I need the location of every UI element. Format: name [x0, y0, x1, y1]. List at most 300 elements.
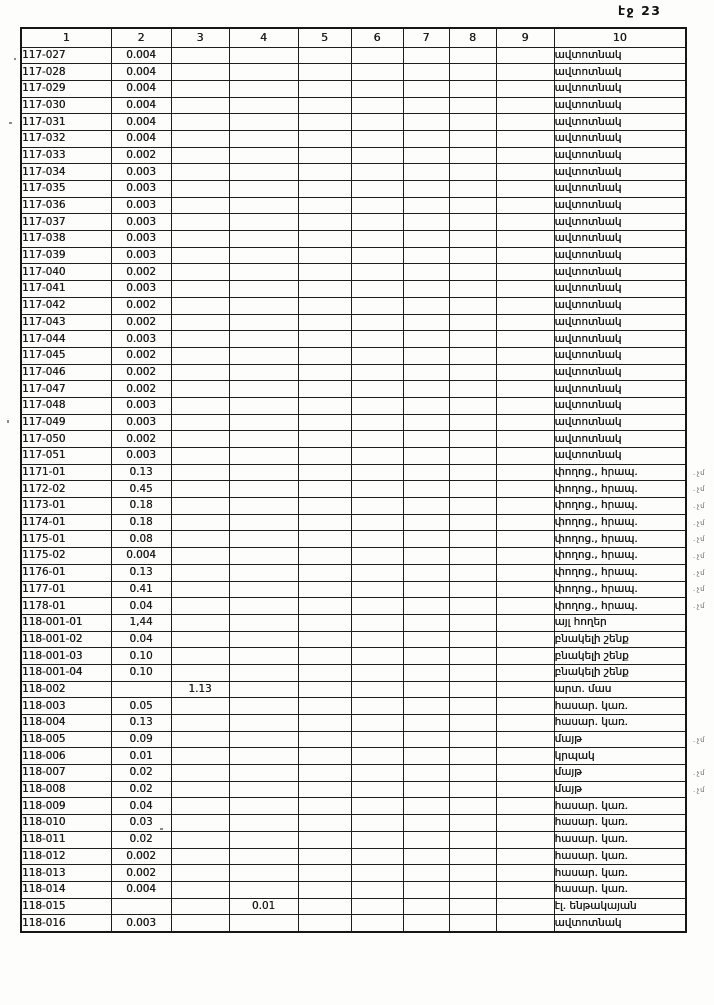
- cell-col1: 117-045: [21, 347, 111, 364]
- cell-col2: 0.08: [111, 531, 171, 548]
- table-row: [21, 915, 686, 932]
- cell-col9: [496, 281, 554, 298]
- cell-col1: 117-044: [21, 331, 111, 348]
- cell-col9: [496, 681, 554, 698]
- cell-col10: ավտոտնակ: [554, 264, 686, 281]
- cell-col2: 0.003: [111, 448, 171, 465]
- cell-col4: [229, 164, 298, 181]
- cell-col10: փողոց., հրապ.: [554, 564, 686, 581]
- cell-col7: [403, 197, 449, 214]
- cell-col9: [496, 831, 554, 848]
- cell-col5: [298, 648, 351, 665]
- cell-col7: [403, 765, 449, 782]
- cell-col1: 118-014: [21, 881, 111, 898]
- cell-col7: [403, 281, 449, 298]
- cell-col8: [449, 698, 496, 715]
- cell-col1: 118-008: [21, 781, 111, 798]
- cell-col4: [229, 231, 298, 248]
- cell-col1: 1177-01: [21, 581, 111, 598]
- cell-col6: [351, 898, 403, 915]
- cell-col6: [351, 297, 403, 314]
- cell-col3: [171, 548, 229, 565]
- cell-col5: [298, 97, 351, 114]
- cell-col3: [171, 731, 229, 748]
- cell-col6: [351, 798, 403, 815]
- cell-col10: ավտոտնակ: [554, 381, 686, 398]
- cell-col4: [229, 414, 298, 431]
- cell-col10: փողոց., հրապ.: [554, 598, 686, 615]
- cell-col7: [403, 731, 449, 748]
- cell-col3: [171, 147, 229, 164]
- cell-col4: [229, 247, 298, 264]
- cell-col6: [351, 347, 403, 364]
- cell-col7: [403, 698, 449, 715]
- margin-note: . չմ: [693, 469, 705, 477]
- cell-col1: 117-029: [21, 80, 111, 97]
- cell-col2: 0.004: [111, 114, 171, 131]
- table-row: [21, 197, 686, 214]
- cell-col9: [496, 648, 554, 665]
- cell-col9: [496, 314, 554, 331]
- cell-col9: [496, 431, 554, 448]
- cell-col8: [449, 614, 496, 631]
- table-row: [21, 481, 686, 498]
- cell-col5: [298, 614, 351, 631]
- cell-col1: 117-038: [21, 231, 111, 248]
- table-row: [21, 464, 686, 481]
- cell-col1: 1172-02: [21, 481, 111, 498]
- cell-col1: 117-048: [21, 397, 111, 414]
- scan-speck: [7, 420, 9, 423]
- cell-col3: [171, 598, 229, 615]
- cell-col9: [496, 715, 554, 732]
- cell-col9: [496, 114, 554, 131]
- cell-col8: [449, 114, 496, 131]
- cell-col8: [449, 815, 496, 832]
- cell-col3: [171, 264, 229, 281]
- cell-col5: [298, 448, 351, 465]
- cell-col8: [449, 130, 496, 147]
- cell-col4: [229, 581, 298, 598]
- cell-col5: [298, 314, 351, 331]
- cell-col7: [403, 664, 449, 681]
- cell-col9: [496, 448, 554, 465]
- cell-col4: [229, 781, 298, 798]
- cell-col8: [449, 464, 496, 481]
- cell-col3: [171, 664, 229, 681]
- cell-col3: [171, 881, 229, 898]
- cell-col10: ավտոտնակ: [554, 314, 686, 331]
- cell-col5: [298, 564, 351, 581]
- table-row: [21, 297, 686, 314]
- cell-col2: 0.004: [111, 548, 171, 565]
- cell-col4: [229, 197, 298, 214]
- cell-col8: [449, 731, 496, 748]
- cell-col7: [403, 130, 449, 147]
- margin-note: . չմ: [693, 786, 705, 794]
- cell-col6: [351, 464, 403, 481]
- cell-col2: 0.003: [111, 231, 171, 248]
- cell-col4: [229, 80, 298, 97]
- cell-col7: [403, 548, 449, 565]
- cell-col1: 118-010: [21, 815, 111, 832]
- cell-col9: [496, 64, 554, 81]
- cell-col8: [449, 264, 496, 281]
- cell-col4: [229, 364, 298, 381]
- cell-col3: [171, 381, 229, 398]
- cell-col3: [171, 64, 229, 81]
- cell-col1: 117-037: [21, 214, 111, 231]
- table-row: [21, 114, 686, 131]
- cell-col7: [403, 564, 449, 581]
- cell-col2: [111, 898, 171, 915]
- column-header: 6: [351, 28, 403, 47]
- table-row: [21, 514, 686, 531]
- cell-col10: հասար. կառ.: [554, 798, 686, 815]
- cell-col3: [171, 898, 229, 915]
- cell-col8: [449, 564, 496, 581]
- cell-col7: [403, 865, 449, 882]
- cell-col9: [496, 481, 554, 498]
- cell-col1: 117-030: [21, 97, 111, 114]
- cell-col3: [171, 831, 229, 848]
- cell-col6: [351, 681, 403, 698]
- cell-col1: 118-016: [21, 915, 111, 932]
- cell-col5: [298, 414, 351, 431]
- cell-col6: [351, 848, 403, 865]
- cell-col6: [351, 397, 403, 414]
- cell-col7: [403, 648, 449, 665]
- cell-col5: [298, 64, 351, 81]
- cell-col8: [449, 765, 496, 782]
- cell-col5: [298, 464, 351, 481]
- cell-col3: [171, 164, 229, 181]
- cell-col5: [298, 514, 351, 531]
- cell-col4: [229, 915, 298, 932]
- cell-col5: [298, 698, 351, 715]
- cell-col3: [171, 347, 229, 364]
- column-header: 4: [229, 28, 298, 47]
- cell-col7: [403, 164, 449, 181]
- cell-col7: [403, 47, 449, 64]
- cell-col8: [449, 281, 496, 298]
- cell-col8: [449, 47, 496, 64]
- cell-col7: [403, 681, 449, 698]
- cell-col9: [496, 664, 554, 681]
- cell-col3: [171, 281, 229, 298]
- cell-col5: [298, 715, 351, 732]
- cell-col3: [171, 865, 229, 882]
- cell-col3: [171, 247, 229, 264]
- cell-col9: [496, 414, 554, 431]
- cell-col5: [298, 781, 351, 798]
- cell-col2: 0.004: [111, 97, 171, 114]
- cell-col4: [229, 397, 298, 414]
- cell-col3: [171, 631, 229, 648]
- cell-col8: [449, 648, 496, 665]
- table-row: [21, 848, 686, 865]
- cell-col7: [403, 214, 449, 231]
- header-row: [21, 28, 686, 47]
- cell-col8: [449, 214, 496, 231]
- cell-col3: [171, 364, 229, 381]
- cell-col4: [229, 314, 298, 331]
- cell-col1: 117-042: [21, 297, 111, 314]
- table-row: [21, 97, 686, 114]
- table-row: [21, 64, 686, 81]
- cell-col10: հասար. կառ.: [554, 831, 686, 848]
- cell-col1: 117-036: [21, 197, 111, 214]
- cell-col4: [229, 97, 298, 114]
- margin-note: . չմ: [693, 569, 705, 577]
- cell-col3: [171, 448, 229, 465]
- table-row: [21, 164, 686, 181]
- column-header: 8: [449, 28, 496, 47]
- table-row: [21, 564, 686, 581]
- data-table: [20, 27, 687, 933]
- table-row: [21, 397, 686, 414]
- margin-note: . չմ: [693, 552, 705, 560]
- cell-col10: այլ հողեր: [554, 614, 686, 631]
- table-row: [21, 798, 686, 815]
- cell-col9: [496, 130, 554, 147]
- cell-col4: [229, 331, 298, 348]
- cell-col9: [496, 264, 554, 281]
- cell-col10: ավտոտնակ: [554, 64, 686, 81]
- cell-col9: [496, 97, 554, 114]
- cell-col2: 0.002: [111, 147, 171, 164]
- cell-col1: 118-012: [21, 848, 111, 865]
- cell-col10: ավտոտնակ: [554, 231, 686, 248]
- cell-col4: [229, 631, 298, 648]
- cell-col5: [298, 865, 351, 882]
- table-row: [21, 748, 686, 765]
- cell-col6: [351, 197, 403, 214]
- cell-col7: [403, 815, 449, 832]
- cell-col9: [496, 181, 554, 198]
- cell-col5: [298, 848, 351, 865]
- cell-col5: [298, 114, 351, 131]
- cell-col2: 0.002: [111, 347, 171, 364]
- cell-col7: [403, 831, 449, 848]
- cell-col4: [229, 848, 298, 865]
- table-row: [21, 231, 686, 248]
- cell-col2: 0.02: [111, 781, 171, 798]
- cell-col1: 1175-02: [21, 548, 111, 565]
- cell-col3: [171, 815, 229, 832]
- cell-col1: 118-001-03: [21, 648, 111, 665]
- cell-col2: 0.18: [111, 498, 171, 515]
- cell-col8: [449, 364, 496, 381]
- cell-col3: [171, 414, 229, 431]
- cell-col8: [449, 64, 496, 81]
- table-row: [21, 431, 686, 448]
- cell-col6: [351, 915, 403, 932]
- cell-col10: հասար. կառ.: [554, 815, 686, 832]
- cell-col1: 118-006: [21, 748, 111, 765]
- cell-col9: [496, 631, 554, 648]
- cell-col6: [351, 47, 403, 64]
- cell-col6: [351, 130, 403, 147]
- cell-col10: մայթ: [554, 765, 686, 782]
- cell-col5: [298, 881, 351, 898]
- cell-col7: [403, 431, 449, 448]
- cell-col7: [403, 97, 449, 114]
- table-row: [21, 681, 686, 698]
- cell-col2: 0.01: [111, 748, 171, 765]
- cell-col7: [403, 531, 449, 548]
- cell-col10: ավտոտնակ: [554, 414, 686, 431]
- cell-col3: [171, 498, 229, 515]
- cell-col5: [298, 147, 351, 164]
- cell-col8: [449, 848, 496, 865]
- cell-col5: [298, 915, 351, 932]
- margin-note: . չմ: [693, 519, 705, 527]
- cell-col6: [351, 314, 403, 331]
- cell-col10: բնակելի շենք: [554, 648, 686, 665]
- margin-note: . չմ: [693, 602, 705, 610]
- table-row: [21, 731, 686, 748]
- cell-col8: [449, 481, 496, 498]
- cell-col4: [229, 598, 298, 615]
- cell-col1: 117-040: [21, 264, 111, 281]
- cell-col3: [171, 781, 229, 798]
- table-row: [21, 881, 686, 898]
- cell-col1: 1173-01: [21, 498, 111, 515]
- cell-col9: [496, 915, 554, 932]
- cell-col5: [298, 364, 351, 381]
- cell-col5: [298, 681, 351, 698]
- column-header: 7: [403, 28, 449, 47]
- cell-col2: 0.04: [111, 598, 171, 615]
- cell-col6: [351, 815, 403, 832]
- table-row: [21, 648, 686, 665]
- cell-col4: [229, 214, 298, 231]
- cell-col5: [298, 831, 351, 848]
- cell-col8: [449, 197, 496, 214]
- cell-col7: [403, 598, 449, 615]
- cell-col2: 0.10: [111, 664, 171, 681]
- cell-col4: [229, 181, 298, 198]
- cell-col8: [449, 80, 496, 97]
- cell-col4: [229, 731, 298, 748]
- cell-col7: [403, 80, 449, 97]
- cell-col3: [171, 481, 229, 498]
- cell-col6: [351, 765, 403, 782]
- cell-col6: [351, 481, 403, 498]
- cell-col2: 0.002: [111, 314, 171, 331]
- cell-col4: [229, 698, 298, 715]
- cell-col2: 0.18: [111, 514, 171, 531]
- margin-note: . չմ: [693, 585, 705, 593]
- cell-col9: [496, 147, 554, 164]
- cell-col4: [229, 431, 298, 448]
- table-row: [21, 47, 686, 64]
- cell-col10: ավտոտնակ: [554, 80, 686, 97]
- cell-col6: [351, 448, 403, 465]
- cell-col2: 0.004: [111, 47, 171, 64]
- cell-col8: [449, 147, 496, 164]
- column-header: 5: [298, 28, 351, 47]
- cell-col2: 0.002: [111, 431, 171, 448]
- cell-col5: [298, 531, 351, 548]
- cell-col1: 118-004: [21, 715, 111, 732]
- cell-col9: [496, 397, 554, 414]
- cell-col10: փողոց., հրապ.: [554, 464, 686, 481]
- cell-col6: [351, 731, 403, 748]
- cell-col10: ավտոտնակ: [554, 97, 686, 114]
- cell-col7: [403, 247, 449, 264]
- cell-col1: 117-050: [21, 431, 111, 448]
- cell-col2: 0.003: [111, 181, 171, 198]
- cell-col10: փողոց., հրապ.: [554, 498, 686, 515]
- cell-col1: 1174-01: [21, 514, 111, 531]
- cell-col6: [351, 231, 403, 248]
- cell-col5: [298, 397, 351, 414]
- cell-col10: ավտոտնակ: [554, 47, 686, 64]
- margin-note: . չմ: [693, 736, 705, 744]
- cell-col4: [229, 681, 298, 698]
- cell-col2: 0.003: [111, 414, 171, 431]
- cell-col8: [449, 865, 496, 882]
- cell-col10: փողոց., հրապ.: [554, 548, 686, 565]
- cell-col5: [298, 181, 351, 198]
- cell-col8: [449, 498, 496, 515]
- cell-col2: 0.04: [111, 798, 171, 815]
- cell-col10: ավտոտնակ: [554, 331, 686, 348]
- cell-col8: [449, 881, 496, 898]
- cell-col7: [403, 848, 449, 865]
- cell-col8: [449, 598, 496, 615]
- cell-col3: [171, 97, 229, 114]
- cell-col1: 1178-01: [21, 598, 111, 615]
- cell-col2: 0.02: [111, 765, 171, 782]
- cell-col6: [351, 865, 403, 882]
- cell-col10: ավտոտնակ: [554, 915, 686, 932]
- cell-col6: [351, 214, 403, 231]
- cell-col7: [403, 881, 449, 898]
- column-header: 3: [171, 28, 229, 47]
- cell-col2: 0.09: [111, 731, 171, 748]
- cell-col3: [171, 614, 229, 631]
- cell-col5: [298, 247, 351, 264]
- cell-col3: [171, 397, 229, 414]
- cell-col1: 117-051: [21, 448, 111, 465]
- cell-col9: [496, 80, 554, 97]
- cell-col7: [403, 498, 449, 515]
- cell-col9: [496, 247, 554, 264]
- cell-col1: 117-027: [21, 47, 111, 64]
- cell-col8: [449, 247, 496, 264]
- cell-col8: [449, 831, 496, 848]
- cell-col1: 117-046: [21, 364, 111, 381]
- scan-speck: [160, 828, 163, 830]
- cell-col10: կրպակ: [554, 748, 686, 765]
- cell-col6: [351, 631, 403, 648]
- cell-col1: 118-002: [21, 681, 111, 698]
- cell-col3: [171, 231, 229, 248]
- cell-col1: 118-015: [21, 898, 111, 915]
- cell-col5: [298, 214, 351, 231]
- column-header: 2: [111, 28, 171, 47]
- cell-col8: [449, 164, 496, 181]
- cell-col8: [449, 531, 496, 548]
- cell-col4: [229, 514, 298, 531]
- table-row: [21, 147, 686, 164]
- cell-col10: ավտոտնակ: [554, 397, 686, 414]
- cell-col6: [351, 698, 403, 715]
- cell-col4: [229, 815, 298, 832]
